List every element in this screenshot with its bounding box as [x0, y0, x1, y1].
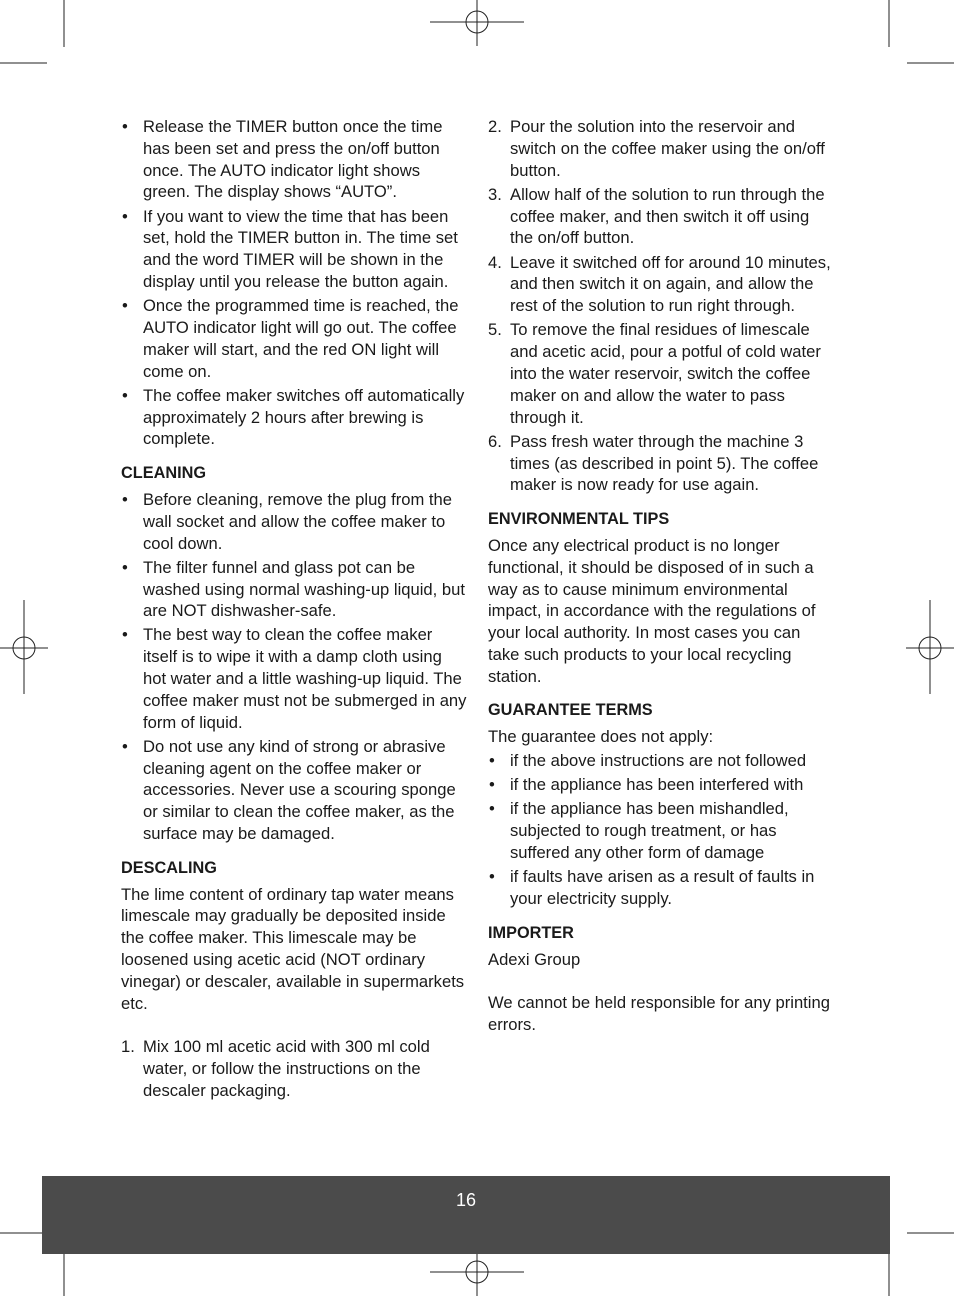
list-item	[488, 184, 833, 249]
environmental-tips-heading: ENVIRONMENTAL TIPS	[488, 510, 670, 529]
descaling-steps-continued	[488, 116, 833, 496]
cleaning-heading: CLEANING	[121, 464, 207, 483]
list-item: • Once the programmed time is reached, the AUTO indicator light will go out. The coffee maker will start, and the red ON light will come on.	[121, 295, 467, 382]
importer-name: Adexi Group	[488, 949, 581, 969]
step-number: 4.	[488, 252, 502, 272]
descaling-paragraph: The lime content of ordinary tap water means limescale may gradually be deposited inside the coffee maker. This limescale may be loosened using acetic acid (NOT ordinary vinegar) or descaler, available in supermarkets etc.	[121, 884, 465, 1013]
environmental-tips-paragraph: Once any electrical product is no longer functional, it should be disposed of in such a way as to cause minimum environmental impact, in accordance with the regulations of your local authority. In most cases you can take such products to your local recycling station.	[488, 535, 816, 686]
step-text: Pour the solution into the reservoir and switch on the coffee maker using the on/off button.	[510, 117, 825, 180]
list-item	[488, 431, 833, 496]
guarantee-bullet-list	[488, 750, 833, 910]
right-column	[488, 116, 833, 1036]
step-text: Pass fresh water through the machine 3 times (as described in point 5). The coffee maker is now ready for use again.	[510, 431, 819, 495]
registration-mark-right	[906, 600, 954, 694]
list-item: • Release the TIMER button once the time has been set and press the on/off button once. The AUTO indicator light shows green. The display shows “AUTO”.	[121, 116, 467, 203]
step-text: Allow half of the solution to run through the coffee maker, and then switch it off using the on/off button.	[510, 184, 825, 248]
list-item: • if the appliance has been interfered with	[488, 774, 833, 796]
registration-mark-bottom	[430, 1248, 524, 1296]
descaling-heading: DESCALING	[121, 858, 217, 877]
list-item	[488, 252, 833, 317]
list-item: • The coffee maker switches off automatically approximately 2 hours after brewing is complete.	[121, 385, 467, 450]
list-item: • If you want to view the time that has been set, hold the TIMER button in. The time set and the word TIMER will be shown in the display until you release the button again.	[121, 206, 467, 293]
list-item: • Do not use any kind of strong or abrasive cleaning agent on the coffee maker or accessories. Never use a scouring sponge or similar to clean the coffee maker, as the surface may be damaged.	[121, 736, 467, 845]
footer-band	[42, 1176, 890, 1254]
printing-errors-disclaimer: We cannot be held responsible for any printing errors.	[488, 993, 830, 1035]
step-number: 1.	[121, 1037, 135, 1057]
list-item: • Before cleaning, remove the plug from the wall socket and allow the coffee maker to cool down.	[121, 489, 467, 554]
list-item: • The best way to clean the coffee maker itself is to wipe it with a damp cloth using hot water and a little washing-up liquid. The coffee maker must not be submerged in any form of liquid.	[121, 624, 467, 733]
list-item: • if faults have arisen as a result of faults in your electricity supply.	[488, 866, 833, 910]
list-item	[121, 1036, 467, 1101]
importer-heading: IMPORTER	[488, 923, 574, 942]
list-item	[488, 319, 833, 428]
page-number: 16	[455, 1190, 477, 1210]
list-item: • if the above instructions are not followed	[488, 750, 833, 772]
guarantee-intro: The guarantee does not apply:	[488, 727, 714, 747]
guarantee-terms-heading: GUARANTEE TERMS	[488, 701, 653, 720]
cleaning-bullet-list	[121, 489, 467, 845]
timer-bullet-list	[121, 116, 467, 450]
step-number: 3.	[488, 184, 502, 204]
registration-mark-left	[0, 600, 48, 694]
step-number: 2.	[488, 117, 502, 136]
list-item: • if the appliance has been mishandled, subjected to rough treatment, or has suffered any other form of damage	[488, 798, 833, 863]
left-column	[121, 116, 467, 1104]
list-item: • The filter funnel and glass pot can be washed using normal washing-up liquid, but are NOT dishwasher-safe.	[121, 557, 467, 622]
step-text: To remove the final residues of limescale and acetic acid, pour a potful of cold water into the water reservoir, switch the coffee maker on and allow the water to pass through it.	[510, 320, 821, 427]
step-number: 6.	[488, 431, 502, 451]
step-text: Mix 100 ml acetic acid with 300 ml cold water, or follow the instructions on the descaler packaging.	[143, 1037, 430, 1101]
descaling-steps-list	[121, 1036, 467, 1101]
step-text: Leave it switched off for around 10 minutes, and then switch it on again, and allow the rest of the solution to run right through.	[510, 252, 831, 316]
step-number: 5.	[488, 320, 502, 340]
registration-mark-top	[430, 0, 524, 46]
list-item	[488, 116, 833, 181]
